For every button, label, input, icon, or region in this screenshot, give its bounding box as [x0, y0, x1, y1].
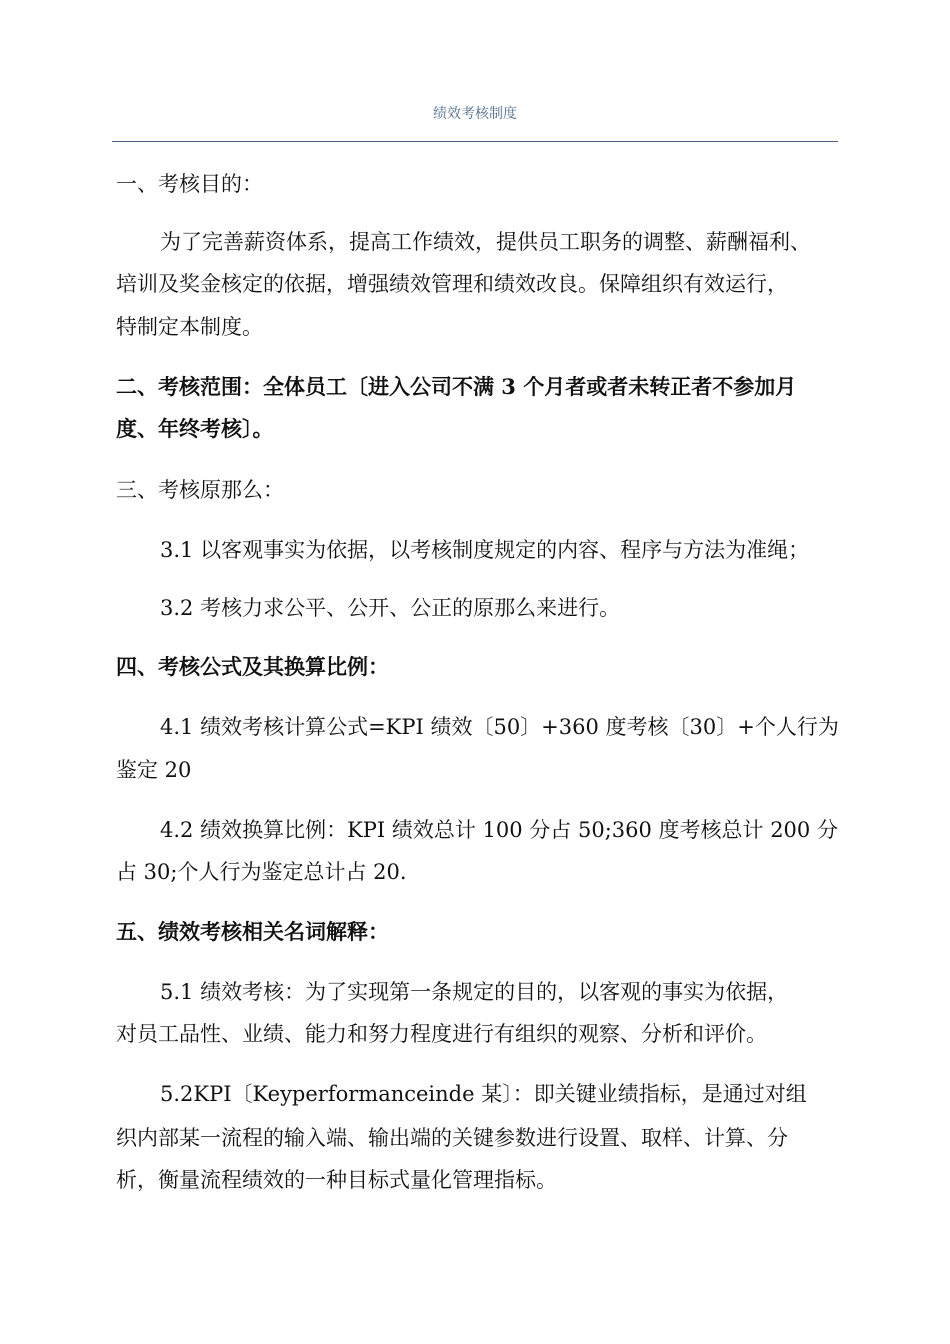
section-4-item-1-line: 鉴定 20 [116, 758, 192, 782]
section-4-heading: 四、考核公式及其换算比例： [116, 654, 389, 679]
section-2-heading-line: 二、考核范围：全体员工〔进入公司不满 3 个月者或者未转正者不参加月 [116, 374, 797, 399]
section-1-heading: 一、考核目的： [116, 172, 263, 196]
section-3-item-2: 3.2 考核力求公平、公开、公正的原那么来进行。 [160, 596, 621, 620]
page-header-title: 绩效考核制度 [433, 106, 517, 122]
section-4-item-2-line: 4.2 绩效换算比例：KPI 绩效总计 100 分占 50;360 度考核总计 200 分 [160, 818, 838, 842]
section-3-heading: 三、考核原那么： [116, 478, 284, 502]
section-2-heading-line: 度、年终考核〕。 [116, 416, 274, 441]
section-1-paragraph-line: 特制定本制度。 [116, 315, 263, 339]
section-5-item-1-line: 对员工品性、业绩、能力和努力程度进行有组织的观察、分析和评价。 [116, 1022, 767, 1046]
section-1-paragraph-line: 为了完善薪资体系，提高工作绩效，提供员工职务的调整、薪酬福利、 [160, 230, 811, 254]
section-4-item-2-line: 占 30;个人行为鉴定总计占 20. [116, 860, 407, 884]
header-divider [112, 141, 838, 142]
section-5-item-2-line: 织内部某一流程的输入端、输出端的关键参数进行设置、取样、计算、分 [116, 1126, 788, 1150]
section-3-item-1: 3.1 以客观事实为依据，以考核制度规定的内容、程序与方法为准绳； [160, 538, 810, 562]
section-4-item-1-line: 4.1 绩效考核计算公式=KPI 绩效〔50〕+360 度考核〔30〕+个人行为 [160, 715, 839, 739]
section-5-item-1-line: 5.1 绩效考核：为了实现第一条规定的目的，以客观的事实为依据， [160, 980, 789, 1004]
section-5-heading: 五、绩效考核相关名词解释： [116, 919, 389, 944]
section-5-item-2-line: 5.2KPI〔Keyperformanceinde 某〕：即关键业绩指标，是通过对组 [160, 1082, 807, 1106]
section-1-paragraph-line: 培训及奖金核定的依据，增强绩效管理和绩效改良。保障组织有效运行， [116, 272, 788, 296]
section-5-item-2-line: 析，衡量流程绩效的一种目标式量化管理指标。 [116, 1168, 557, 1192]
